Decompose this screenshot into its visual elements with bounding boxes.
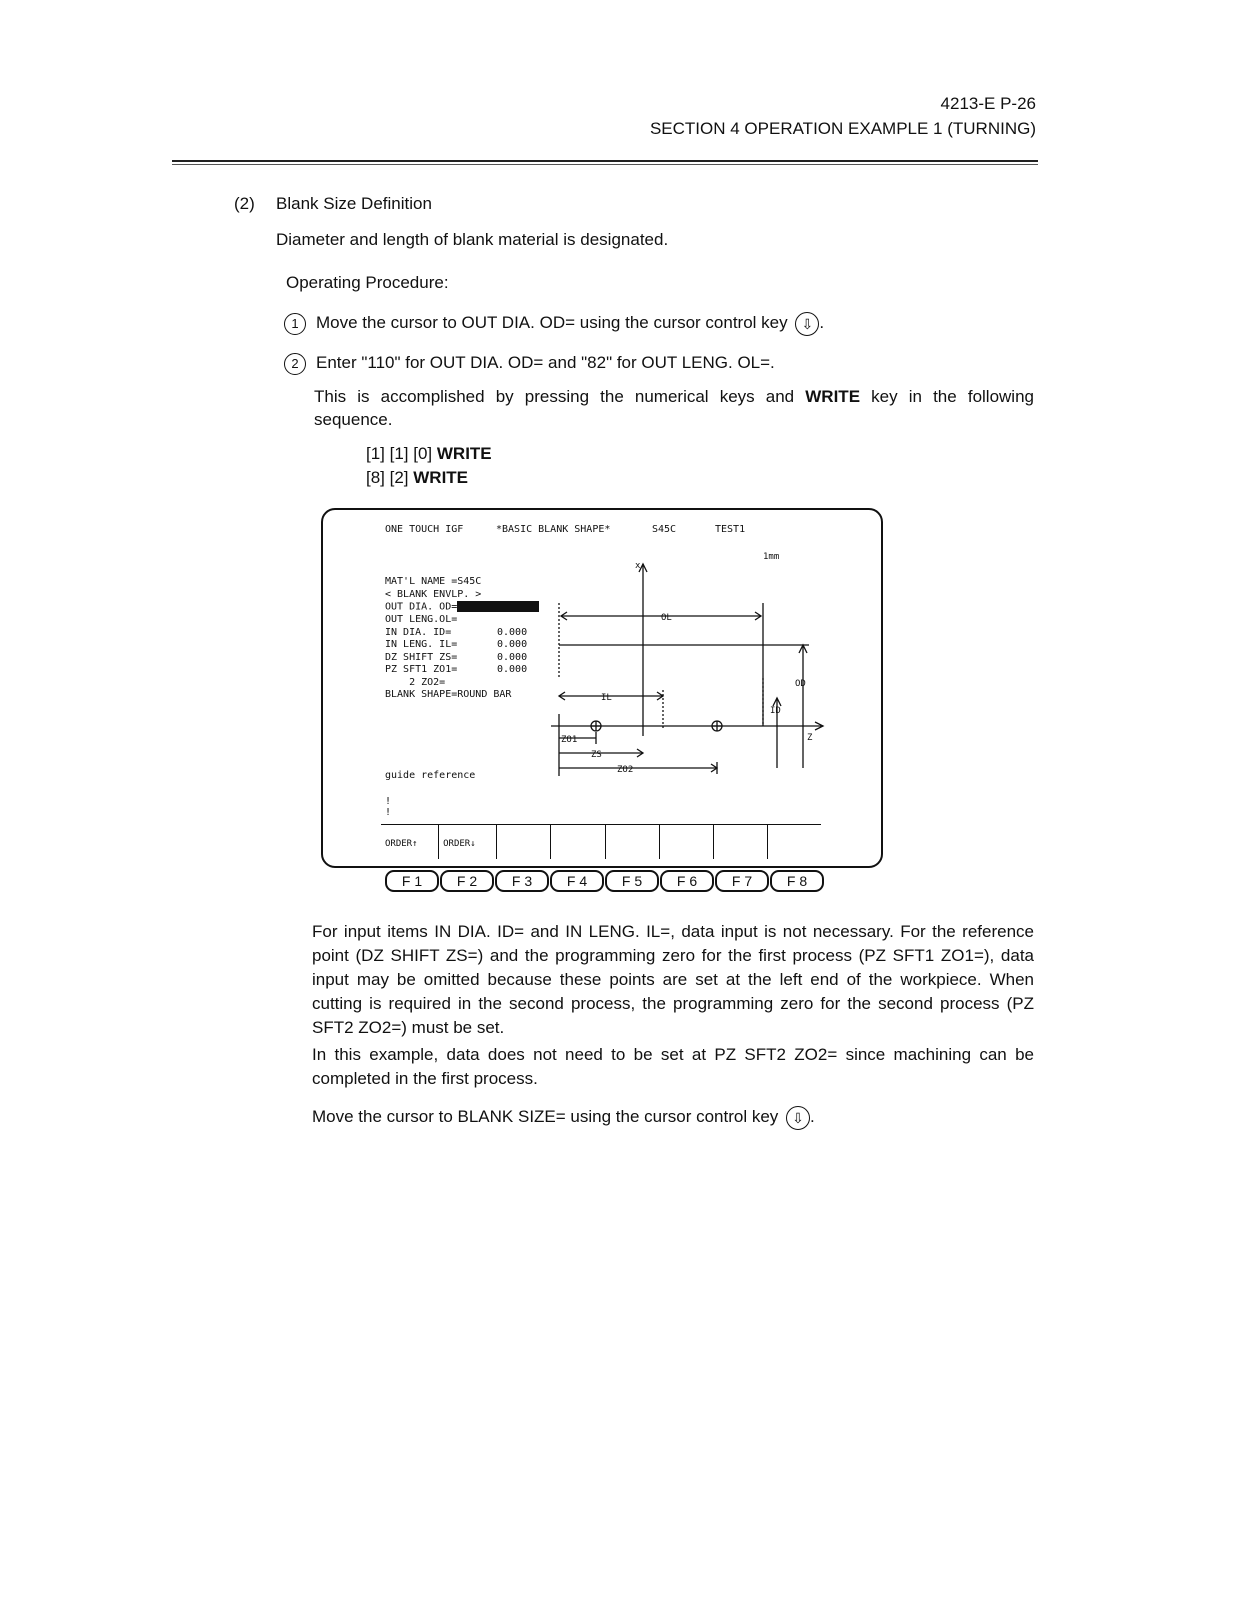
softkey-3[interactable]: [497, 825, 551, 859]
f6-key[interactable]: F 6: [660, 870, 714, 892]
softkey-5[interactable]: [606, 825, 660, 859]
detail-text: This is accomplished by pressing the numerical keys and: [314, 387, 806, 406]
row-material: MAT'L NAME =S45C: [385, 576, 482, 587]
id-label: ID: [770, 706, 781, 716]
paragraph-input-items: For input items IN DIA. ID= and IN LENG. IL=, data input is not necessary. For the reference point (DZ SHIFT ZS=) and the programming zero for the first process (PZ SFT1 ZO1=), data input may be omitted because these points are set at the left end of the workpiece. When cutting is required in the second process, the programming zero for the second process (PZ SFT2 ZO2=) must be set.: [312, 922, 1034, 1037]
softkey-6[interactable]: [660, 825, 714, 859]
step-text: Enter "110" for OUT DIA. OD= and "82" for OUT LENG. OL=.: [316, 353, 775, 372]
row-blank-shape[interactable]: BLANK SHAPE=ROUND BAR: [385, 689, 512, 700]
screen-unit: 1mm: [763, 552, 780, 562]
softkey-4[interactable]: [551, 825, 605, 859]
screen-mode: *BASIC BLANK SHAPE*: [496, 524, 611, 535]
step-2: [284, 351, 775, 375]
screen-title: ONE TOUCH IGF: [385, 524, 464, 535]
row-in-dia[interactable]: IN DIA. ID= 0.000: [385, 626, 528, 638]
write-key-label: WRITE: [805, 387, 861, 406]
softkey-order-up[interactable]: ORDER↑: [381, 825, 439, 859]
f4-key[interactable]: F 4: [550, 870, 604, 892]
f2-key[interactable]: F 2: [440, 870, 494, 892]
row-dz-shift[interactable]: DZ SHIFT ZS= 0.000: [385, 651, 528, 663]
paragraph-blank-size: [312, 1105, 1034, 1130]
row-out-leng[interactable]: OUT LENG.OL=: [385, 614, 458, 625]
paragraph-example: In this example, data does not need to be set at PZ SFT2 ZO2= since machining can be completed in the first process.: [312, 1045, 1034, 1088]
f5-key[interactable]: F 5: [605, 870, 659, 892]
cursor-down-key-icon: ⇩: [795, 312, 819, 336]
paragraph-end: .: [810, 1107, 815, 1126]
f1-key[interactable]: F 1: [385, 870, 439, 892]
step-2-detail: [314, 385, 1034, 431]
il-label: IL: [601, 693, 612, 703]
function-keys: [385, 870, 825, 892]
softkey-8[interactable]: [768, 825, 821, 859]
keys: [8] [2]: [366, 468, 414, 487]
cursor-down-key-icon: ⇩: [786, 1106, 810, 1130]
zo1-label: ZO1: [561, 735, 578, 745]
guide-reference: guide reference: [385, 770, 476, 781]
section-header: SECTION 4 OPERATION EXAMPLE 1 (TURNING): [649, 119, 1036, 138]
step-1: [284, 311, 824, 336]
section-title: Blank Size Definition: [276, 194, 432, 213]
nc-screen: [321, 508, 883, 868]
section-number: (2): [234, 194, 255, 213]
f7-key[interactable]: F 7: [715, 870, 769, 892]
screen-program: TEST1: [715, 524, 746, 535]
step-text: Move the cursor to OUT DIA. OD= using the cursor control key: [316, 313, 788, 332]
guide-marks: ! !: [385, 796, 392, 818]
header-rule: [172, 160, 1038, 162]
od-label: OD: [795, 679, 806, 689]
blank-data-list: [385, 576, 539, 702]
row-out-dia[interactable]: OUT DIA. OD=: [385, 601, 539, 614]
step-number: 1: [284, 313, 306, 335]
softkey-bar: [381, 825, 821, 859]
f3-key[interactable]: F 3: [495, 870, 549, 892]
write-key: WRITE: [413, 468, 469, 487]
row-pz-sft1[interactable]: PZ SFT1 ZO1= 0.000: [385, 664, 528, 675]
row-in-leng[interactable]: IN LENG. IL= 0.000: [385, 639, 528, 650]
key-sequence-2: [366, 466, 468, 489]
softkey-order-down[interactable]: ORDER↓: [439, 825, 497, 859]
x-axis-label: x: [635, 561, 641, 571]
row-envelope: < BLANK ENVLP. >: [385, 588, 482, 600]
key-sequence-1: [366, 442, 492, 465]
z-axis-label: Z: [807, 733, 813, 743]
step-end: .: [819, 313, 825, 332]
procedure-label: Operating Procedure:: [286, 273, 449, 292]
write-key: WRITE: [436, 444, 492, 463]
blank-diagram: [551, 558, 831, 788]
header-rule-thin: [172, 164, 1038, 165]
screen-material: S45C: [652, 524, 677, 535]
softkey-7[interactable]: [714, 825, 768, 859]
paragraph-text: Move the cursor to BLANK SIZE= using the cursor control key: [312, 1107, 779, 1126]
keys: [1] [1] [0]: [366, 444, 437, 463]
page-id: 4213-E P-26: [940, 94, 1036, 113]
zs-label: ZS: [591, 750, 602, 760]
step-number: 2: [284, 353, 306, 375]
cursor-field[interactable]: [457, 601, 539, 612]
f8-key[interactable]: F 8: [770, 870, 824, 892]
section-intro: Diameter and length of blank material is designated.: [276, 230, 669, 249]
row-pz-sft2[interactable]: 2 ZO2=: [385, 676, 446, 688]
ol-label: OL: [661, 613, 672, 623]
zo2-label: ZO2: [617, 765, 634, 775]
detail-text: key in the following sequence.: [314, 387, 1034, 429]
